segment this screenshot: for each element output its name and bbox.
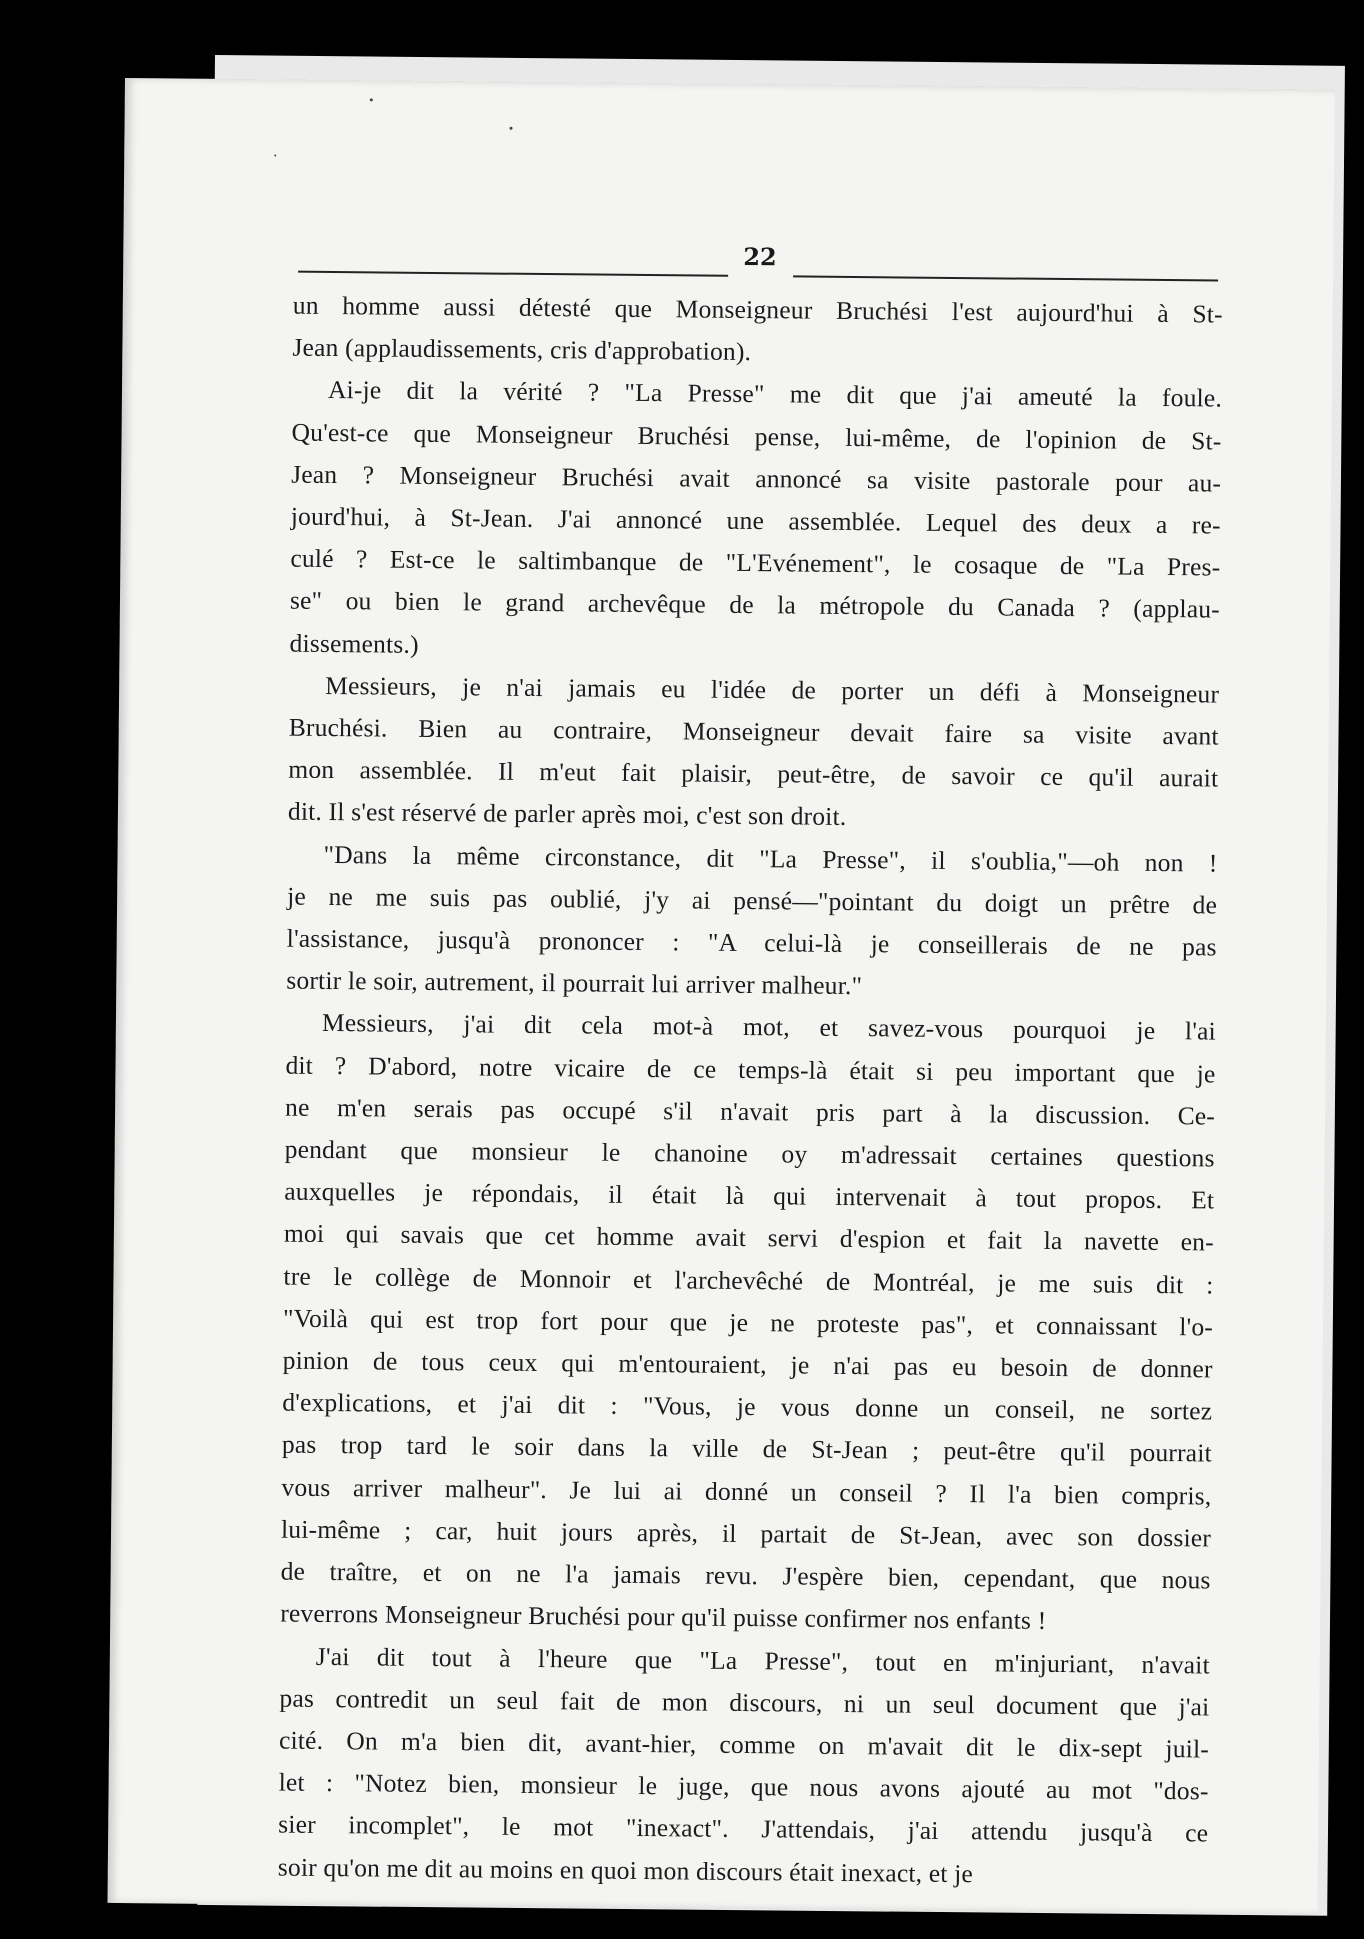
body-text [278, 285, 1223, 1898]
text-line: "Voilà qui est trop fort pour que je ne proteste pas", et connaissant l'o- [282, 1303, 1214, 1342]
text-line: l'assistance, jusqu'à prononcer : "A celui-là je conseillerais de ne pas [286, 923, 1217, 962]
scan-speck [370, 98, 373, 101]
scan-speck [510, 127, 513, 130]
text-line: pas contredit un seul fait de mon discours, ni un seul document que j'ai [279, 1683, 1210, 1722]
text-line: let : "Notez bien, monsieur le juge, que nous avons ajouté au mot "dos- [278, 1767, 1209, 1806]
text-line: tre le collège de Monnoir et l'archevêché de Montréal, je me suis dit : [283, 1261, 1214, 1300]
text-line: jourd'hui, à St-Jean. J'ai annoncé une assemblée. Lequel des deux a re- [290, 501, 1221, 540]
text-line: dit ? D'abord, notre vicaire de ce temps-là était si peu important que je [285, 1050, 1216, 1089]
text-line: pas trop tard le soir dans la ville de St-Jean ; peut-être qu'il pourrait [281, 1430, 1212, 1468]
text-line: sortir le soir, autrement, il pourrait lui arriver malheur." [286, 965, 863, 1001]
text-line: "Dans la même circonstance, dit "La Presse", il s'oublia,"—oh non ! [323, 839, 1218, 878]
text-line: ne m'en serais pas occupé s'il n'avait pris part à la discussion. Ce- [284, 1092, 1216, 1131]
paragraph [289, 369, 1222, 673]
text-line: lui-même ; car, huit jours après, il partait de St-Jean, avec son dossier [280, 1514, 1212, 1553]
header-rule-right [793, 275, 1218, 281]
text-line: reverrons Monseigneur Bruchési pour qu'il puisse confirmer nos enfants ! [280, 1598, 1047, 1636]
text-line: pendant que monsieur le chanoine oy m'adressait certaines questions [284, 1134, 1215, 1173]
text-line: de traître, et on ne l'a jamais revu. J'espère bien, cependant, que nous [280, 1556, 1211, 1595]
page-number: 22 [743, 241, 777, 272]
text-line: Messieurs, je n'ai jamais eu l'idée de porter un défi à Monseigneur [325, 670, 1220, 709]
paragraph [278, 1635, 1210, 1897]
header-rule-left [298, 271, 728, 277]
text-line: J'ai dit tout à l'heure que "La Presse", tout en m'injuriant, n'avait [315, 1641, 1210, 1679]
text-line: mon assemblée. Il m'eut fait plaisir, peut-être, de savoir ce qu'il aurait [288, 754, 1219, 793]
text-line: pinion de tous ceux qui m'entouraient, je n'ai pas eu besoin de donner [282, 1345, 1213, 1384]
paragraph [288, 664, 1220, 842]
page-header [298, 238, 1218, 287]
paragraph [280, 1002, 1216, 1644]
text-line: un homme aussi détesté que Monseigneur Bruchési l'est aujourd'hui à St- [292, 290, 1223, 329]
text-line: Bruchési. Bien au contraire, Monseigneur devait faire sa visite avant [288, 712, 1219, 751]
text-line: culé ? Est-ce le saltimbanque de "L'Evénement", le cosaque de "La Pres- [290, 543, 1221, 582]
text-line: Qu'est-ce que Monseigneur Bruchési pense, lui-même, de l'opinion de St- [291, 417, 1222, 456]
text-line: vous arriver malheur". Je lui ai donné un conseil ? Il l'a bien compris, [281, 1472, 1212, 1511]
text-line: auxquelles je répondais, il était là qui intervenait à tout propos. Et [284, 1176, 1215, 1215]
paragraph [286, 833, 1218, 1011]
text-line: se" ou bien le grand archevêque de la métropole du Canada ? (applau- [289, 586, 1221, 624]
scanned-page [107, 78, 1334, 1915]
text-line: soir qu'on me dit au moins en quoi mon discours était inexact, et je [277, 1852, 974, 1888]
text-line: moi qui savais que cet homme avait servi d'espion et fait la navette en- [283, 1219, 1215, 1257]
text-line: Ai-je dit la vérité ? "La Presse" me dit que j'ai ameuté la foule. [327, 375, 1223, 413]
text-line: Messieurs, j'ai dit cela mot-à mot, et savez-vous pourquoi je l'ai [321, 1008, 1217, 1046]
scan-speck [274, 154, 276, 156]
text-line: d'explications, et j'ai dit : "Vous, je vous donne un conseil, ne sortez [282, 1387, 1213, 1426]
text-line: cité. On m'a bien dit, avant-hier, comme on m'avait dit le dix-sept juil- [278, 1725, 1210, 1764]
text-line: Jean ? Monseigneur Bruchési avait annoncé sa visite pastorale pour au- [291, 459, 1222, 498]
text-line: Jean (applaudissements, cris d'approbation). [292, 332, 752, 367]
text-line: dit. Il s'est réservé de parler après moi, c'est son droit. [287, 797, 847, 832]
text-line: dissements.) [289, 628, 419, 659]
paragraph [292, 285, 1223, 378]
text-line: sier incomplet", le mot "inexact". J'attendais, j'ai attendu jusqu'à ce [278, 1809, 1209, 1848]
text-line: je ne me suis pas oublié, j'y ai pensé—"pointant du doigt un prêtre de [287, 881, 1218, 920]
